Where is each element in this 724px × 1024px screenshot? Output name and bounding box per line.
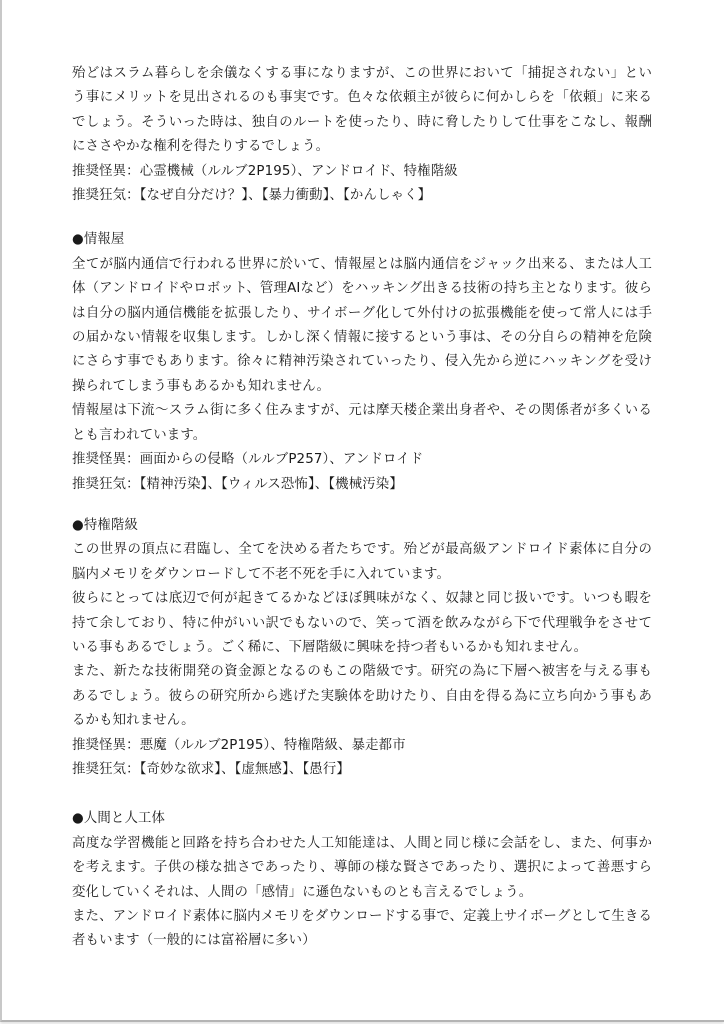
section-heading: ●特権階級 <box>72 517 138 533</box>
recommended-madness: 推奨狂気：【精神汚染】、【ウィルス恐怖】、【機械汚染】 <box>72 476 403 492</box>
recommended-madness: 推奨狂気：【なぜ自分だけ？】、【暴力衝動】、【かんしゃく】 <box>72 188 432 204</box>
recommended-anomaly: 推奨怪異：心霊機械（ルルブ2P195）、アンドロイド、特権階級 <box>72 163 458 179</box>
recommended-anomaly: 推奨怪異：画面からの侵略（ルルブP257）、アンドロイド <box>72 452 424 468</box>
paragraph: また、アンドロイド素体に脳内メモリをダウンロードする事で、定義上サイボーグとして生きる者もいます（一般的には富裕層に多い） <box>72 909 652 949</box>
section-slum-intro <box>72 62 652 208</box>
recommended-madness: 推奨狂気：【奇妙な欲求】、【虚無感】、【愚行】 <box>72 761 350 777</box>
document-body <box>72 62 652 954</box>
paragraph: 殆どはスラム暮らしを余儀なくする事になりますが、この世界において「捕捉されない」という事にメリットを見出されるのも事実です。色々な依頼主が彼らに何かしらを「依頼」に来るでしょう。そういった時は、独自のルートを使ったり、時に脅したりして仕事をこなし、報酬にささやかな権利を得たりするでしょう。 <box>72 66 652 155</box>
paragraph: 高度な学習機能と回路を持ち合わせた人工知能達は、人間と同じ様に会話をし、また、何事かを考えます。子供の様な拙さであったり、導師の様な賢さであったり、選択によって善悪すら変化していくそれは、人間の「感情」に遜色ないものとも言えるでしょう。 <box>72 835 652 900</box>
paragraph: 情報屋は下流～スラム街に多く住みますが、元は摩天楼企業出身者や、その関係者が多くいるとも言われています。 <box>72 403 652 443</box>
section-humans-and-artificials <box>72 807 652 953</box>
recommended-anomaly: 推奨怪異：悪魔（ルルブ2P195）、特権階級、暴走都市 <box>72 737 406 753</box>
section-heading: ●情報屋 <box>72 232 125 248</box>
paragraph: また、新たな技術開発の資金源となるのもこの階級です。研究の為に下層へ被害を与える事もあるでしょう。彼らの研究所から逃げた実験体を助けたり、自由を得る為に立ち向かう事もあるかも知れません。 <box>72 664 652 729</box>
paragraph: 彼らにとっては底辺で何が起きてるかなどほぼ興味がなく、奴隷と同じ扱いです。いつも暇を持て余しており、特に仲がいい訳でもないので、笑って酒を飲みながら下で代理戦争をさせている事もあるでしょう。ごく稀に、下層階級に興味を持つ者もいるかも知れません。 <box>72 591 652 655</box>
section-heading: ●人間と人工体 <box>72 811 166 827</box>
section-privileged-class <box>72 514 652 782</box>
section-information-broker <box>72 228 652 496</box>
paragraph: 全てが脳内通信で行われる世界に於いて、情報屋とは脳内通信をジャック出来る、または人工体（アンドロイドやロボット、管理AIなど）をハッキング出きる技術の持ち主となります。彼らは自分の脳内通信機能を拡張したり、サイボーグ化して外付けの拡張機能を使って常人には手の届かない情報を収集します。しかし深く情報に接するという事は、その分自らの精神を危険にさらす事でもあります。徐々に精神汚染されていったり、侵入先から逆にハッキングを受け操られてしまう事もあるかも知れません。 <box>72 256 652 394</box>
paragraph: この世界の頂点に君臨し、全てを決める者たちです。殆どが最高級アンドロイド素体に自分の脳内メモリをダウンロードして不老不死を手に入れています。 <box>72 542 652 582</box>
